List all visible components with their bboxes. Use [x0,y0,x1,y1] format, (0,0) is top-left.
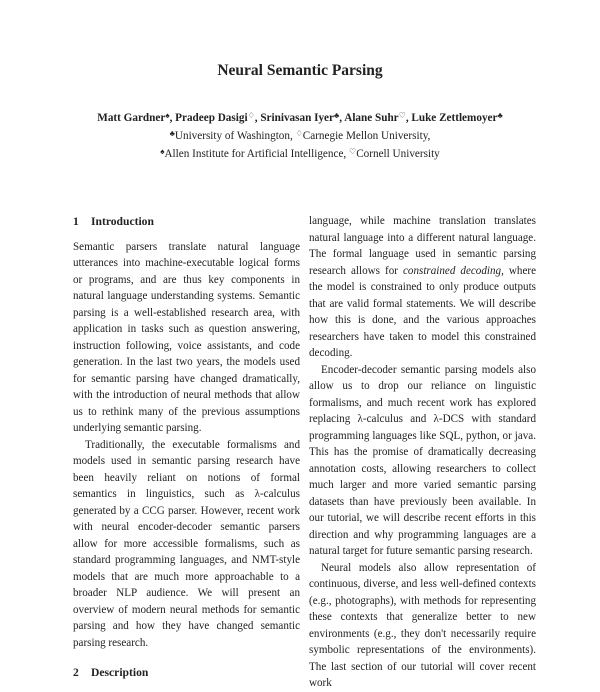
spade-mark-icon: ♠ [165,111,170,120]
right-paragraph-3: Neural models also allow representation of continuous, diverse, and less well-defined contexts (e.g., photographs), with methods for representing these contexts that generalize better to new environments (e.g., they don't necessarily require symbolic representations of the environments). The last section of our tutorial will cover recent work [309,561,536,689]
author: Matt Gardner♠, [97,111,176,124]
heart-mark-icon: ♡ [398,111,406,120]
section-heading-introduction: 1 Introduction [73,215,154,228]
intro-paragraph-1: Semantic parsers translate natural language utterances into machine-executable logical forms or programs, and are thus key components in natural language understanding systems. Semantic parsing is a well-established research area, with application in tasks such as question answering, instruction following, voice assistants, and code generation. In the last two years, the models used for semantic parsing have changed dramatically, with the introduction of neural methods that allow us to rethink many of the previous assumptions underlying semantic parsing. [73,240,300,434]
paper-title: Neural Semantic Parsing [217,62,383,79]
heart-mark-icon: ♡ [349,147,357,156]
author: Pradeep Dasigi♢, [175,111,261,124]
right-paragraph-1: language, while machine translation translates natural language into a different natural language. The formal language used in semantic parsing research allows for constrained decoding, where the model is constrained to only produce outputs that are valid formal statements. We will describe how this is done, and the various approaches researchers have taken to model this constrained decoding. [309,215,536,359]
author-block [0,108,600,162]
club-mark-icon: ♣ [497,111,503,120]
intro-paragraph-2: Traditionally, the executable formalisms and models used in semantic parsing research have been heavily reliant on notions of formal semantics in linguistics, such as λ-calculus generated by a CCG parser. However, recent work with neural encoder-decoder semantic parsers allow for more accessible formalisms, such as standard programming languages, and NMT-style models that are much more approachable to a broader NLP audience. We will present an overview of modern neural methods for semantic parsing and how they have changed semantic parsing research. [73,438,300,649]
diamond-mark-icon: ♢ [295,129,303,138]
section-heading-description: 2 Description [73,666,149,679]
affiliations-line-1: ♣University of Washington, ♢Carnegie Mellon University, [169,129,431,142]
right-column [309,213,536,692]
left-column [73,214,300,690]
author-names [0,108,600,126]
club-mark-icon: ♣ [169,129,175,138]
affiliations-line-2: ♠Allen Institute for Artificial Intelligence, ♡Cornell University [160,147,440,160]
emphasis-constrained-decoding: constrained decoding [402,264,502,277]
author: Srinivasan Iyer♣, [260,111,345,124]
author: Alane Suhr♡, [344,111,412,124]
right-paragraph-2: Encoder-decoder semantic parsing models also allow us to drop our reliance on linguistic formalisms, and much recent work has explored replacing λ-calculus and λ-DCS with standard programming languages like SQL, python, or java. This has the promise of dramatically decreasing annotation costs, allowing researchers to collect much larger and more varied semantic parsing datasets than have previously been available. In our tutorial, we will describe recent efforts in this direction and why programming languages are a natural target for future semantic parsing research. [309,363,536,557]
club-mark-icon: ♣ [334,111,340,120]
author: Luke Zettlemoyer♣ [411,111,503,124]
spade-mark-icon: ♠ [160,147,165,156]
diamond-mark-icon: ♢ [247,111,255,120]
